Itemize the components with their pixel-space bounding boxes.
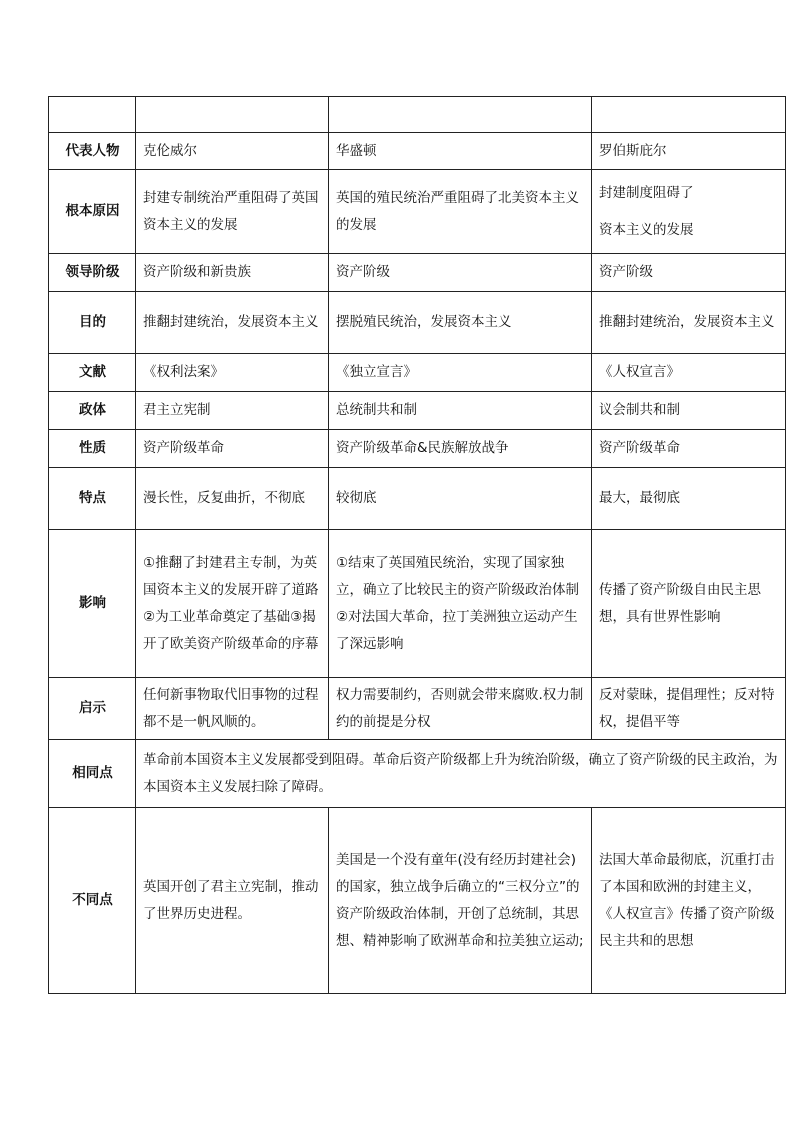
row-header: 目的 xyxy=(49,292,136,354)
table-row xyxy=(49,292,786,354)
cell-line: 封建制度阻碍了 xyxy=(599,184,694,201)
table-cell: 资产阶级 xyxy=(329,254,592,292)
table-cell: ①推翻了封建君主专制，为英国资本主义的发展开辟了道路②为工业革命奠定了基础③揭开了欧美资产阶级革命的序幕 xyxy=(136,530,329,678)
table-cell: 《权利法案》 xyxy=(136,354,329,392)
column-header xyxy=(49,97,136,133)
table-cell: 资产阶级和新贵族 xyxy=(136,254,329,292)
table-row xyxy=(49,530,786,678)
table-cell: 较彻底 xyxy=(329,468,592,530)
row-header: 影响 xyxy=(49,530,136,678)
row-header: 根本原因 xyxy=(49,170,136,254)
row-header: 不同点 xyxy=(49,808,136,994)
table-cell: 君主立宪制 xyxy=(136,392,329,430)
table-cell: 革命前本国资本主义发展都受到阻碍。革命后资产阶级都上升为统治阶级，确立了资产阶级的民主政治，为本国资本主义发展扫除了障碍。 xyxy=(136,740,786,808)
table-cell: 摆脱殖民统治，发展资本主义 xyxy=(329,292,592,354)
table-cell: 资产阶级革命 xyxy=(136,430,329,468)
row-header: 启示 xyxy=(49,678,136,740)
table-cell: 《人权宣言》 xyxy=(592,354,786,392)
table-cell: 英国开创了君主立宪制，推动了世界历史进程。 xyxy=(136,808,329,994)
table-cell: 克伦威尔 xyxy=(136,133,329,170)
column-header xyxy=(592,97,786,133)
table-cell: 法国大革命最彻底，沉重打击了本国和欧洲的封建主义，《人权宣言》传播了资产阶级民主共和的思想 xyxy=(592,808,786,994)
table-row xyxy=(49,133,786,170)
table-row xyxy=(49,740,786,808)
row-header: 代表人物 xyxy=(49,133,136,170)
row-header: 文献 xyxy=(49,354,136,392)
table-header-row xyxy=(49,97,786,133)
table-cell: 《独立宣言》 xyxy=(329,354,592,392)
table-cell: 议会制共和制 xyxy=(592,392,786,430)
table-cell: ①结束了英国殖民统治，实现了国家独立，确立了比较民主的资产阶级政治体制②对法国大革命，拉丁美洲独立运动产生了深远影响 xyxy=(329,530,592,678)
cell-line: 资本主义的发展 xyxy=(599,221,694,238)
table-cell: 推翻封建统治，发展资本主义 xyxy=(136,292,329,354)
row-header: 领导阶级 xyxy=(49,254,136,292)
table-cell: 总统制共和制 xyxy=(329,392,592,430)
row-header: 政体 xyxy=(49,392,136,430)
table-row xyxy=(49,430,786,468)
table-cell: 权力需要制约，否则就会带来腐败.权力制约的前提是分权 xyxy=(329,678,592,740)
table-cell: 华盛顿 xyxy=(329,133,592,170)
table-cell: 英国的殖民统治严重阻碍了北美资本主义的发展 xyxy=(329,170,592,254)
table-cell: 资产阶级革命 xyxy=(592,430,786,468)
table-cell: 任何新事物取代旧事物的过程都不是一帆风顺的。 xyxy=(136,678,329,740)
table-row xyxy=(49,808,786,994)
column-header xyxy=(136,97,329,133)
table-row xyxy=(49,468,786,530)
table-cell: 最大，最彻底 xyxy=(592,468,786,530)
table-row xyxy=(49,354,786,392)
table-cell: 反对蒙昧，提倡理性；反对特权，提倡平等 xyxy=(592,678,786,740)
row-header: 特点 xyxy=(49,468,136,530)
table-cell: 资产阶级革命&民族解放战争 xyxy=(329,430,592,468)
table-row xyxy=(49,392,786,430)
table-cell: 封建专制统治严重阻碍了英国资本主义的发展 xyxy=(136,170,329,254)
row-header: 性质 xyxy=(49,430,136,468)
table-cell: 漫长性，反复曲折，不彻底 xyxy=(136,468,329,530)
table-row xyxy=(49,170,786,254)
column-header xyxy=(329,97,592,133)
table-cell: 美国是一个没有童年(没有经历封建社会)的国家，独立战争后确立的“三权分立”的资产阶级政治体制，开创了总统制，其思想、精神影响了欧洲革命和拉美独立运动; xyxy=(329,808,592,994)
table-cell: 资产阶级 xyxy=(592,254,786,292)
table-row xyxy=(49,254,786,292)
table-cell: 推翻封建统治，发展资本主义 xyxy=(592,292,786,354)
table-cell: 传播了资产阶级自由民主思想，具有世界性影响 xyxy=(592,530,786,678)
comparison-table xyxy=(48,96,786,994)
table-row xyxy=(49,678,786,740)
row-header: 相同点 xyxy=(49,740,136,808)
table-cell: 罗伯斯庇尔 xyxy=(592,133,786,170)
table-cell xyxy=(592,170,786,254)
